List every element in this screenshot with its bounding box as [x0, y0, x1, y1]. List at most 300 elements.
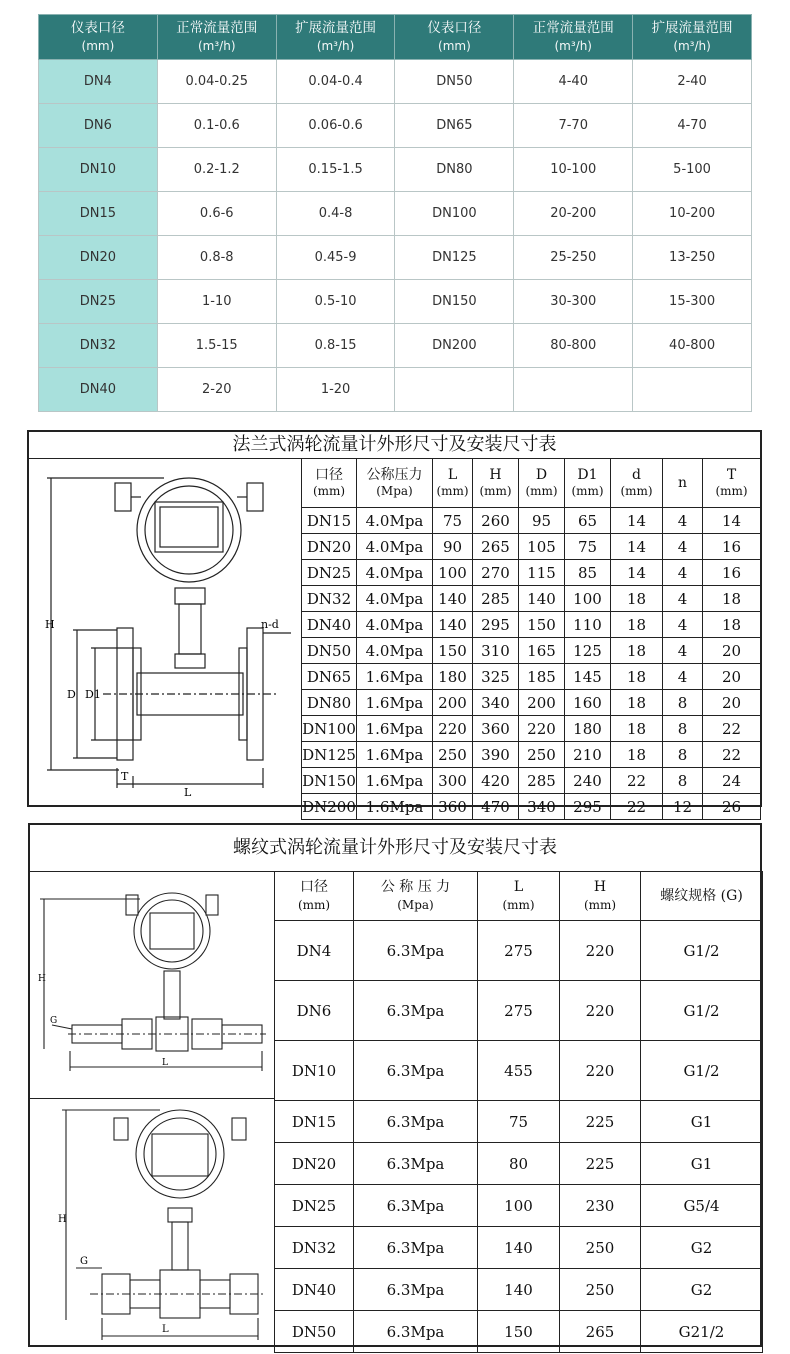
table-cell: DN20 [275, 1143, 354, 1185]
table-cell: DN25 [302, 560, 357, 586]
table-cell: 0.8-15 [276, 324, 395, 368]
header-cell [39, 15, 158, 60]
table-cell: 30-300 [514, 280, 633, 324]
table-cell: G1/2 [641, 921, 763, 981]
table-cell: DN200 [302, 794, 357, 820]
header-cell [433, 459, 473, 508]
table-cell: 80-800 [514, 324, 633, 368]
flange-meter-drawing [29, 458, 301, 805]
table-row [302, 586, 761, 612]
table-row [302, 768, 761, 794]
table-cell: 1.6Mpa [357, 716, 433, 742]
table-cell: DN4 [275, 921, 354, 981]
table-cell: 24 [703, 768, 761, 794]
table-cell: 6.3Mpa [354, 1227, 478, 1269]
table-cell: 4-70 [633, 104, 752, 148]
header-label: 正常流量范围 [176, 20, 258, 36]
table-cell: 220 [433, 716, 473, 742]
table-header-row [39, 15, 752, 60]
table-cell: DN15 [39, 192, 158, 236]
table-cell: DN80 [395, 148, 514, 192]
header-cell [275, 872, 354, 921]
table-row [275, 1101, 763, 1143]
table-cell: 220 [560, 921, 641, 981]
thread-meter-diagram-small [30, 871, 275, 1099]
header-label: 仪表口径 [70, 20, 125, 36]
table-cell [514, 368, 633, 412]
flange-dimension-section [27, 430, 762, 816]
flow-range-table [38, 14, 752, 412]
table-cell: 1.5-15 [157, 324, 276, 368]
table-cell: 0.04-0.4 [276, 60, 395, 104]
table-cell: DN200 [395, 324, 514, 368]
table-cell: 5-100 [633, 148, 752, 192]
thread-meter-drawing-large [30, 1098, 274, 1347]
table-row [302, 612, 761, 638]
table-cell: 310 [473, 638, 519, 664]
table-cell: 14 [611, 560, 663, 586]
table-row [275, 1143, 763, 1185]
table-cell: 80 [478, 1143, 560, 1185]
header-unit: (mm) [81, 39, 115, 53]
table-cell: 40-800 [633, 324, 752, 368]
table-cell: 325 [473, 664, 519, 690]
table-cell: 4 [663, 664, 703, 690]
table-cell: 4 [663, 638, 703, 664]
table-cell: 6.3Mpa [354, 1143, 478, 1185]
header-unit: (m³/h) [197, 39, 236, 53]
header-cell [703, 459, 761, 508]
table-cell: 250 [519, 742, 565, 768]
table-cell: 2-40 [633, 60, 752, 104]
table-row [302, 716, 761, 742]
table-cell: 8 [663, 768, 703, 794]
table-cell: 75 [478, 1101, 560, 1143]
table-cell: 140 [433, 586, 473, 612]
table-cell: 265 [560, 1311, 641, 1353]
table-cell: 165 [519, 638, 565, 664]
table-row [39, 104, 752, 148]
table-cell: 0.2-1.2 [157, 148, 276, 192]
thread-table-body [275, 872, 763, 1353]
header-unit: (mm) [438, 39, 471, 53]
table-cell: 18 [611, 612, 663, 638]
header-unit: (mm) [479, 484, 512, 498]
table-cell: 4.0Mpa [357, 508, 433, 534]
table-cell [395, 368, 514, 412]
table-cell: 100 [478, 1185, 560, 1227]
table-cell: 18 [611, 586, 663, 612]
table-cell: 100 [433, 560, 473, 586]
header-cell [478, 872, 560, 921]
table-cell: DN6 [39, 104, 158, 148]
table-cell: 1-10 [157, 280, 276, 324]
header-cell [633, 15, 752, 60]
table-cell: 180 [433, 664, 473, 690]
table-cell: DN20 [39, 236, 158, 280]
table-row [302, 690, 761, 716]
table-row [302, 534, 761, 560]
table-cell: 100 [565, 586, 611, 612]
table-cell: 8 [663, 716, 703, 742]
table-row [39, 280, 752, 324]
table-cell: 0.6-6 [157, 192, 276, 236]
table-header-row [302, 459, 761, 508]
table-row [275, 1185, 763, 1227]
thread-dimension-table [274, 871, 763, 1353]
table-row [302, 638, 761, 664]
header-cell [519, 459, 565, 508]
table-cell: 420 [473, 768, 519, 794]
table-cell: 14 [611, 508, 663, 534]
table-cell: 0.5-10 [276, 280, 395, 324]
table-cell: 75 [565, 534, 611, 560]
flow-table-body [39, 60, 752, 412]
table-cell: 18 [611, 742, 663, 768]
table-row [275, 1041, 763, 1101]
header-label: 口径 [315, 467, 343, 483]
header-unit: (mm) [525, 484, 558, 498]
flange-dimension-table [301, 458, 761, 820]
header-cell [276, 15, 395, 60]
table-cell: 1.6Mpa [357, 794, 433, 820]
table-cell: G5/4 [641, 1185, 763, 1227]
header-cell [663, 459, 703, 508]
table-cell: 20 [703, 638, 761, 664]
table-cell: 22 [703, 742, 761, 768]
table-cell: DN80 [302, 690, 357, 716]
table-cell: 220 [560, 1041, 641, 1101]
table-cell: 250 [433, 742, 473, 768]
table-cell: 4 [663, 534, 703, 560]
dim-label-g: G [50, 1016, 58, 1026]
table-cell: 22 [703, 716, 761, 742]
table-cell: 16 [703, 560, 761, 586]
table-cell: 265 [473, 534, 519, 560]
header-unit: (mm) [571, 484, 604, 498]
table-cell: 6.3Mpa [354, 1101, 478, 1143]
table-row [302, 508, 761, 534]
header-cell [354, 872, 478, 921]
table-cell: 220 [519, 716, 565, 742]
table-cell: 18 [703, 586, 761, 612]
table-row [39, 192, 752, 236]
table-cell: 4.0Mpa [357, 638, 433, 664]
table-row [275, 1311, 763, 1353]
table-cell: 1.6Mpa [357, 664, 433, 690]
table-cell: 200 [519, 690, 565, 716]
table-cell: DN25 [275, 1185, 354, 1227]
header-unit: (mm) [312, 484, 346, 498]
table-cell: 0.8-8 [157, 236, 276, 280]
table-cell: DN50 [395, 60, 514, 104]
header-unit: (mm) [620, 484, 653, 498]
header-unit: (Mpa) [397, 898, 434, 912]
table-cell: DN15 [302, 508, 357, 534]
header-cell [641, 872, 763, 921]
table-cell: 90 [433, 534, 473, 560]
dim-label-d1: D1 [85, 688, 101, 701]
table-cell: DN50 [302, 638, 357, 664]
table-cell: 13-250 [633, 236, 752, 280]
table-cell: 0.06-0.6 [276, 104, 395, 148]
table-cell: 225 [560, 1143, 641, 1185]
table-cell: 180 [565, 716, 611, 742]
table-cell: G1/2 [641, 981, 763, 1041]
header-label: 螺纹规格 (G) [660, 888, 743, 904]
header-unit: (m³/h) [673, 39, 711, 53]
table-cell: G1 [641, 1143, 763, 1185]
header-cell [560, 872, 641, 921]
dim-label-l: L [184, 786, 192, 799]
table-row [39, 236, 752, 280]
header-cell [395, 15, 514, 60]
table-cell: DN32 [39, 324, 158, 368]
flange-table-title: 法兰式涡轮流量计外形尺寸及安装尺寸表 [29, 432, 760, 459]
table-cell: 140 [433, 612, 473, 638]
table-row [39, 148, 752, 192]
header-label: D [535, 467, 548, 483]
table-cell: 4 [663, 508, 703, 534]
table-cell: 285 [473, 586, 519, 612]
table-cell: 14 [611, 534, 663, 560]
table-cell: 115 [519, 560, 565, 586]
table-cell: 20 [703, 664, 761, 690]
table-cell: G1/2 [641, 1041, 763, 1101]
table-cell: 260 [473, 508, 519, 534]
table-cell: 6.3Mpa [354, 921, 478, 981]
header-unit: (mm) [297, 898, 331, 912]
table-cell: DN10 [39, 148, 158, 192]
table-row [39, 60, 752, 104]
table-cell: 150 [478, 1311, 560, 1353]
header-label: n [677, 475, 688, 491]
header-label: L [447, 467, 458, 483]
table-cell: G21/2 [641, 1311, 763, 1353]
header-label: 正常流量范围 [532, 20, 614, 36]
thread-dimension-section [28, 823, 762, 1347]
table-cell: 26 [703, 794, 761, 820]
table-cell: 0.4-8 [276, 192, 395, 236]
dim-label-h: H [45, 618, 55, 631]
table-cell: 4 [663, 586, 703, 612]
table-cell: DN32 [302, 586, 357, 612]
table-cell: 230 [560, 1185, 641, 1227]
table-cell: DN150 [302, 768, 357, 794]
table-cell: 95 [519, 508, 565, 534]
table-cell: G1 [641, 1101, 763, 1143]
table-cell: 4.0Mpa [357, 534, 433, 560]
table-cell: 470 [473, 794, 519, 820]
table-row [275, 1269, 763, 1311]
table-cell: 270 [473, 560, 519, 586]
header-cell [302, 459, 357, 508]
table-cell: 18 [611, 690, 663, 716]
table-cell: 6.3Mpa [354, 1269, 478, 1311]
dim-label-g: G [80, 1256, 88, 1267]
table-cell: 140 [478, 1269, 560, 1311]
table-cell: 4.0Mpa [357, 560, 433, 586]
table-cell: 0.45-9 [276, 236, 395, 280]
thread-table-title: 螺纹式涡轮流量计外形尺寸及安装尺寸表 [30, 825, 760, 872]
table-cell: 10-100 [514, 148, 633, 192]
table-cell [633, 368, 752, 412]
header-unit: (mm) [502, 898, 535, 912]
table-cell: DN50 [275, 1311, 354, 1353]
table-cell: G2 [641, 1227, 763, 1269]
header-label: 公称压力 [366, 467, 423, 483]
table-cell: 6.3Mpa [354, 1311, 478, 1353]
table-cell: 22 [611, 768, 663, 794]
table-row [39, 368, 752, 412]
table-cell: 295 [473, 612, 519, 638]
table-cell: 1.6Mpa [357, 768, 433, 794]
table-cell: 210 [565, 742, 611, 768]
table-cell: 160 [565, 690, 611, 716]
dim-label-h: H [58, 1214, 67, 1225]
table-row [275, 921, 763, 981]
header-unit: (mm) [715, 484, 748, 498]
flange-table-body [302, 459, 761, 820]
table-cell: 125 [565, 638, 611, 664]
table-cell: 300 [433, 768, 473, 794]
table-cell: DN65 [302, 664, 357, 690]
table-cell: 18 [611, 638, 663, 664]
dim-label-d: D [67, 688, 76, 701]
table-row [39, 324, 752, 368]
table-cell: 220 [560, 981, 641, 1041]
table-cell: 15-300 [633, 280, 752, 324]
table-header-row [275, 872, 763, 921]
header-cell [514, 15, 633, 60]
header-unit: (m³/h) [554, 39, 592, 53]
dim-label-l: L [162, 1058, 168, 1068]
table-cell: 20 [703, 690, 761, 716]
table-cell: 4 [663, 560, 703, 586]
table-cell: DN32 [275, 1227, 354, 1269]
table-cell: DN100 [302, 716, 357, 742]
table-cell: DN150 [395, 280, 514, 324]
table-cell: 4.0Mpa [357, 586, 433, 612]
table-cell: DN20 [302, 534, 357, 560]
table-cell: 8 [663, 690, 703, 716]
flange-meter-diagram [29, 458, 302, 805]
header-label: 口径 [300, 879, 328, 895]
table-cell: 65 [565, 508, 611, 534]
table-cell: 85 [565, 560, 611, 586]
table-cell: 140 [478, 1227, 560, 1269]
table-cell: 110 [565, 612, 611, 638]
table-cell: 360 [433, 794, 473, 820]
table-cell: 4.0Mpa [357, 612, 433, 638]
table-cell: 1-20 [276, 368, 395, 412]
table-cell: 340 [519, 794, 565, 820]
header-unit: (mm) [436, 484, 469, 498]
table-cell: 0.1-0.6 [157, 104, 276, 148]
table-cell: 4-40 [514, 60, 633, 104]
header-label: d [632, 467, 641, 483]
table-cell: 225 [560, 1101, 641, 1143]
header-cell [565, 459, 611, 508]
table-row [302, 742, 761, 768]
table-row [302, 560, 761, 586]
table-cell: DN125 [395, 236, 514, 280]
thread-meter-drawing-small [30, 871, 274, 1098]
table-cell: 340 [473, 690, 519, 716]
table-cell: DN65 [395, 104, 514, 148]
table-cell: 275 [478, 981, 560, 1041]
table-row [302, 664, 761, 690]
header-cell [157, 15, 276, 60]
table-cell: 18 [703, 612, 761, 638]
table-cell: 16 [703, 534, 761, 560]
header-label: 仪表口径 [427, 20, 482, 36]
table-cell: 250 [560, 1227, 641, 1269]
table-cell: 150 [519, 612, 565, 638]
table-cell: DN10 [275, 1041, 354, 1101]
header-unit: (Mpa) [376, 484, 413, 498]
table-cell: 390 [473, 742, 519, 768]
table-cell: DN100 [395, 192, 514, 236]
table-cell: 1.6Mpa [357, 690, 433, 716]
header-cell [357, 459, 433, 508]
table-row [275, 981, 763, 1041]
table-cell: 12 [663, 794, 703, 820]
table-cell: DN4 [39, 60, 158, 104]
header-label: 扩展流量范围 [295, 20, 377, 36]
dim-label-l: L [162, 1324, 169, 1335]
table-cell: 250 [560, 1269, 641, 1311]
table-cell: 22 [611, 794, 663, 820]
thread-meter-diagram-large [30, 1098, 275, 1347]
table-cell: DN15 [275, 1101, 354, 1143]
table-cell: 150 [433, 638, 473, 664]
table-row [302, 794, 761, 820]
table-cell: 0.15-1.5 [276, 148, 395, 192]
header-label: 扩展流量范围 [651, 20, 733, 36]
header-label: H [593, 879, 607, 895]
table-cell: DN40 [39, 368, 158, 412]
header-label: T [726, 467, 737, 483]
table-cell: DN6 [275, 981, 354, 1041]
table-cell: G2 [641, 1269, 763, 1311]
header-label: H [489, 467, 502, 483]
table-cell: DN125 [302, 742, 357, 768]
table-cell: 105 [519, 534, 565, 560]
table-cell: 25-250 [514, 236, 633, 280]
table-cell: DN40 [275, 1269, 354, 1311]
table-cell: 240 [565, 768, 611, 794]
table-cell: DN40 [302, 612, 357, 638]
table-cell: 455 [478, 1041, 560, 1101]
table-cell: 6.3Mpa [354, 981, 478, 1041]
table-cell: 4 [663, 612, 703, 638]
table-cell: DN25 [39, 280, 158, 324]
table-cell: 360 [473, 716, 519, 742]
header-cell [473, 459, 519, 508]
table-cell: 185 [519, 664, 565, 690]
table-cell: 10-200 [633, 192, 752, 236]
dim-label-nd: n-d [261, 618, 279, 631]
table-cell: 295 [565, 794, 611, 820]
dim-label-h: H [38, 974, 46, 984]
dim-label-t: T [121, 770, 129, 783]
table-cell: 18 [611, 716, 663, 742]
header-unit: (m³/h) [316, 39, 355, 53]
table-cell: 285 [519, 768, 565, 794]
table-cell: 0.04-0.25 [157, 60, 276, 104]
table-cell: 18 [611, 664, 663, 690]
